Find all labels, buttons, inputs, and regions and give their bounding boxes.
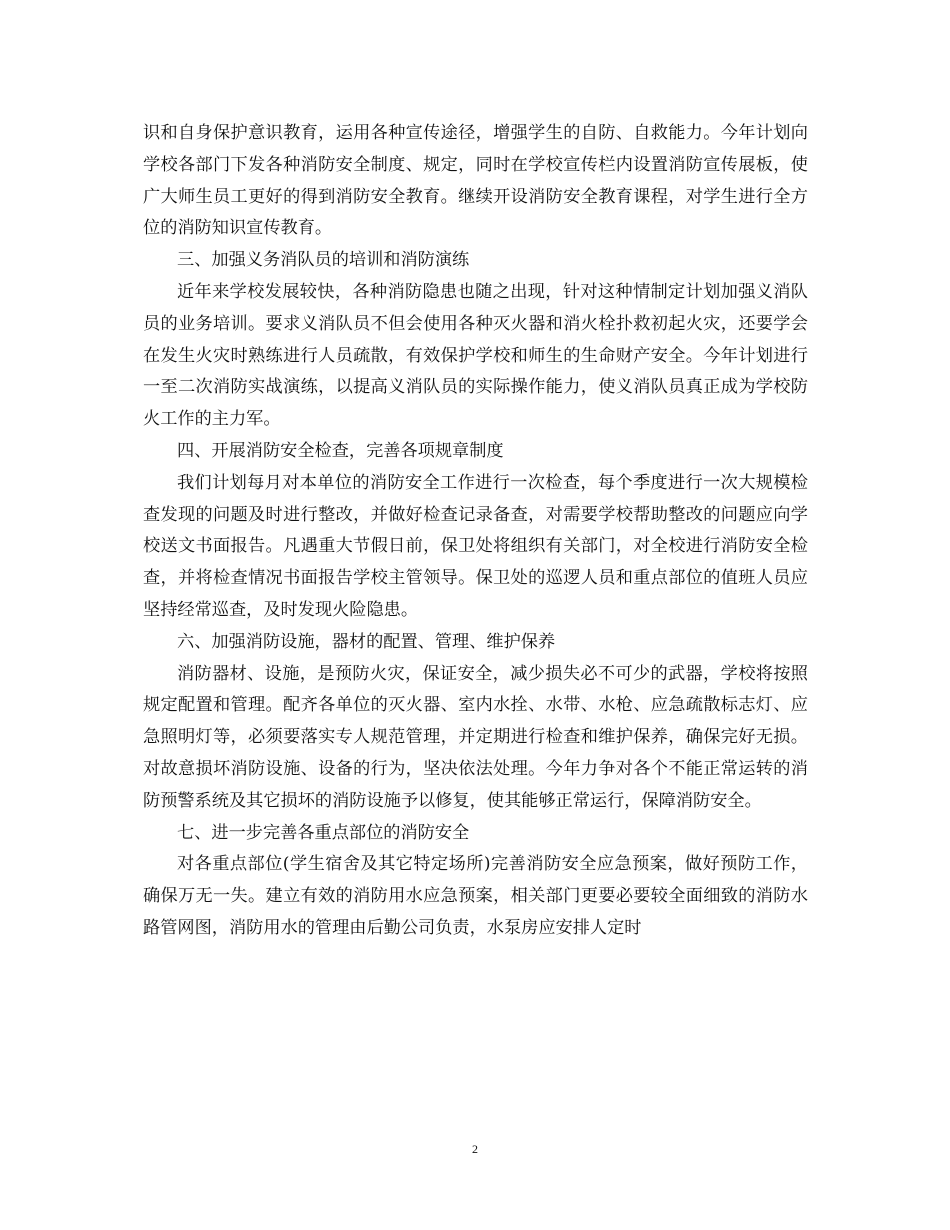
paragraph-continuation: 识和自身保护意识教育，运用各种宣传途径，增强学生的自防、自救能力。今年计划向学校各部门下发各种消防安全制度、规定，同时在学校宣传栏内设置消防宣传展板，使广大师生员工更好的得到消防安全教育。继续开设消防安全教育课程，对学生进行全方位的消防知识宣传教育。: [143, 123, 808, 239]
section-heading-3: 三、加强义务消队员的培训和消防演练: [177, 250, 470, 271]
section-heading-4: 四、开展消防安全检查，完善各项规章制度: [177, 440, 504, 461]
paragraph-section-4: 我们计划每月对本单位的消防安全工作进行一次检查，每个季度进行一次大规模检查发现的问题及时进行整改，并做好检查记录备查，对需要学校帮助整改的问题应向学校送文书面报告。凡遇重大节假日前，保卫处将组织有关部门，对全校进行消防安全检查，并将检查情况书面报告学校主管领导。保卫处的巡逻人员和重点部位的值班人员应坚持经常巡查，及时发现火险隐患。: [143, 472, 808, 620]
paragraph-section-6: 消防器材、设施，是预防火灾，保证安全，减少损失必不可少的武器，学校将按照规定配置和管理。配齐各单位的灭火器、室内水拴、水带、水枪、应急疏散标志灯、应急照明灯等，必须要落实专人规范管理，并定期进行检查和维护保养，确保完好无损。对故意损坏消防设施、设备的行为，坚决依法处理。今年力争对各个不能正常运转的消防预警系统及其它损坏的消防设施予以修复，使其能够正常运行，保障消防安全。: [143, 663, 808, 811]
document-body: [143, 118, 808, 945]
page-number: 2: [472, 1142, 478, 1156]
section-heading-7: 七、进一步完善各重点部位的消防安全: [177, 822, 470, 843]
paragraph-section-3: 近年来学校发展较快，各种消防隐患也随之出现，针对这种情制定计划加强义消队员的业务培训。要求义消队员不但会使用各种灭火器和消火栓扑救初起火灾，还要学会在发生火灾时熟练进行人员疏散，有效保护学校和师生的生命财产安全。今年计划进行一至二次消防实战演练，以提高义消队员的实际操作能力，使义消队员真正成为学校防火工作的主力军。: [143, 281, 808, 430]
section-heading-6: 六、加强消防设施，器材的配置、管理、维护保养: [177, 631, 556, 652]
paragraph-section-7: 对各重点部位(学生宿舍及其它特定场所)完善消防安全应急预案，做好预防工作，确保万无一失。建立有效的消防用水应急预案，相关部门更要必要较全面细致的消防水路管网图，消防用水的管理由后勤公司负责，水泵房应安排人定时: [143, 854, 808, 938]
